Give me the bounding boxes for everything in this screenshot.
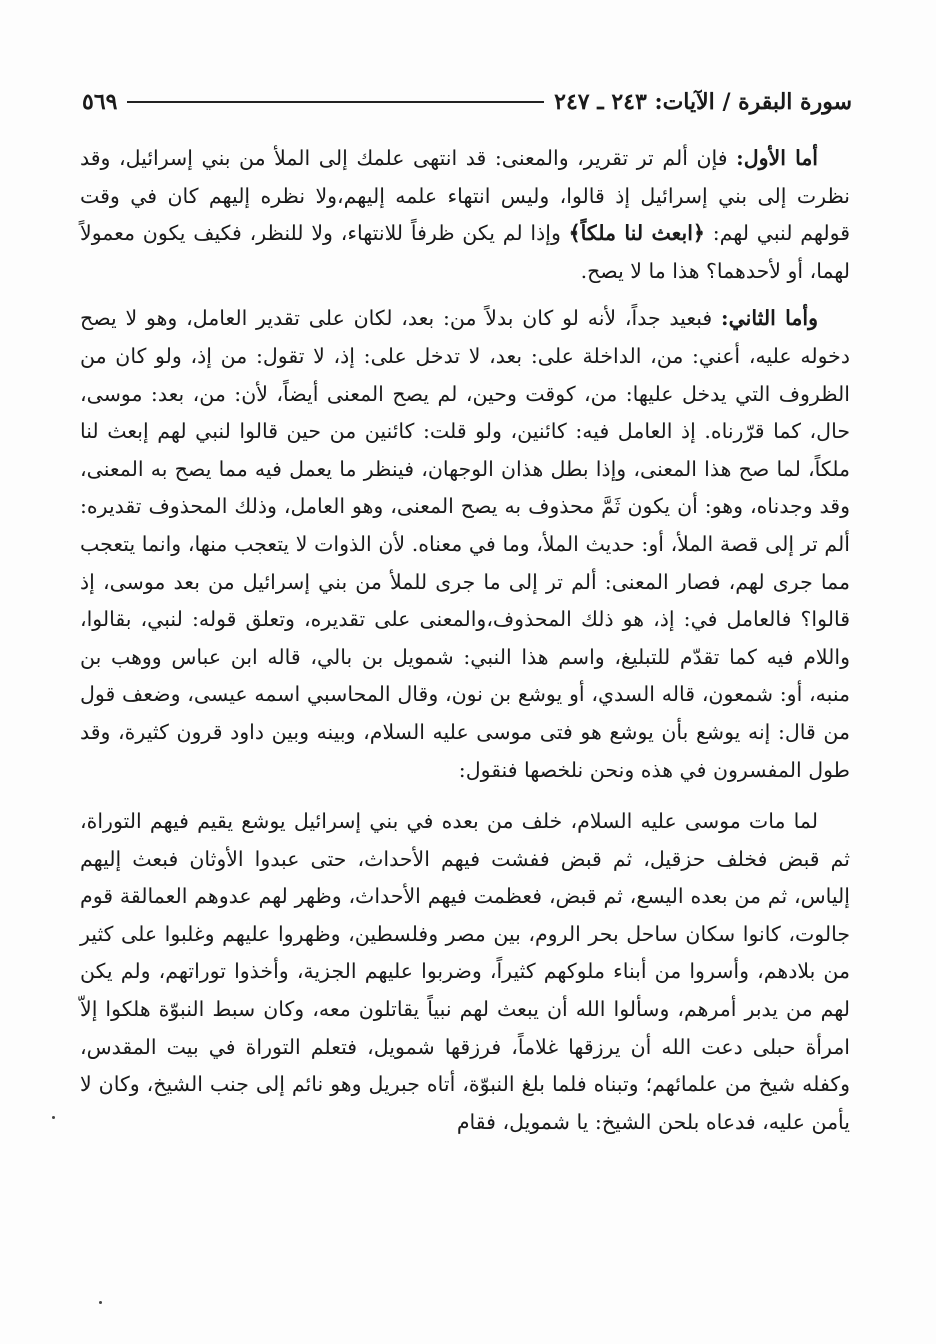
running-header	[82, 82, 852, 122]
paragraph-text: فإن ألم تر تقرير، والمعنى: قد انتهى علمك إلى الملأ من بني إسرائيل، وقد نظرت إلى بني إسرائيل إذ قالوا، وليس انتهاء علمه إليهم،ولا نظره إليهم كان في وقت قولهم لنبي لهم:	[80, 146, 850, 246]
page-number: ٥٦٩	[82, 89, 118, 115]
header-title: سورة البقرة / الآيات: ٢٤٣ ـ ٢٤٧	[554, 89, 852, 115]
paragraph-text: لما مات موسى عليه السلام، خلف من بعده في بني إسرائيل يوشع يقيم فيهم التوراة، ثم قبض فخلف حزقيل، ثم قبض ففشت فيهم الأحداث، حتى عبدوا الأوثان فبعث إليهم إلياس، ثم من بعده اليسع، ثم قبض، فعظمت فيهم الأحداث، وظهر لهم عدوهم العمالقة قوم جالوت، كانوا سكان ساحل بحر الروم، بين مصر وفلسطين، وظهروا عليهم وغلبوا على كثير من بلادهم، وأسروا من أبناء ملوكهم كثيراً، وضربوا عليهم الجزية، وأخذوا توراتهم، ولم يكن لهم من يدبر أمرهم، وسألوا الله أن يبعث لهم نبياً يقاتلون معه، وكان سبط النبوّة هلكوا إلاّ امرأة حبلى دعت الله أن يرزقها غلاماً، فرزقها شمويل، فتعلم التوراة في بيت المقدس، وكفله شيخ من علمائهم؛ وتبناه فلما بلغ النبوّة، أتاه جبريل وهو نائم إلى جنب الشيخ، وكان لا يأمن عليه، فدعاه بلحن الشيخ: يا شمويل، فقام	[80, 809, 850, 1134]
paragraph-text: فبعيد جداً، لأنه لو كان بدلاً من: بعد، لكان على تقدير العامل، وهو لا يصح دخوله عليه، أعني: من، الداخلة على: بعد، لا تدخل على: إذ، لا تقول: من إذ، ولو كان من الظروف التي يدخل عليها: من، كوقت وحين، لم يصح المعنى أيضاً، لأن: من، بعد: موسى، حال، كما قرّرناه. إذ العامل فيه: كائنين، ولو قلت: كائنين من حين قالوا لنبي لهم إبعث لنا ملكاً، لما صح هذا المعنى، وإذا بطل هذان الوجهان، فينظر ما يعمل فيه مما يصح به المعنى، وقد وجدناه، وهو: أن يكون ثَمَّ محذوف به يصح المعنى، وهو العامل، وذلك المحذوف تقديره: ألم تر إلى قصة الملأ، أو: حديث الملأ، وما في معناه. لأن الذوات لا يتعجب منها، وانما يتعجب مما جرى لهم، فصار المعنى: ألم تر إلى ما جرى للملأ من بني إسرائيل من بعد موسى، إذ قالوا؟ فالعامل في: إذ، هو ذلك المحذوف،والمعنى على تقديره، وتعلق قوله: لنبي، بقالوا، واللام فيه كما تقدّم للتبليغ، واسم هذا النبي: شمويل بن بالي، قاله ابن عباس ووهب بن منبه، أو: شمعون، قاله السدي، أو يوشع بن نون، وقال المحاسبي اسمه عيسى، وضعف قول من قال: إنه يوشع بأن يوشع هو فتى موسى عليه السلام، وبينه وبين داود قرون كثيرة، وقد طول المفسرون في هذه ونحن نلخصها فنقول:	[80, 306, 850, 782]
body-text	[80, 140, 850, 1141]
paragraph-third	[80, 803, 850, 1141]
paragraph-lead: أما الأول:	[736, 146, 818, 170]
scan-speck	[99, 1301, 102, 1304]
paragraph-first	[80, 140, 850, 290]
header-rule	[127, 101, 544, 103]
paragraph-text: وإذا لم يكن ظرفاً للانتهاء، ولا للنظر، فكيف يكون معمولاً لهما، أو لأحدهما؟ هذا ما لا يصح.	[80, 221, 850, 283]
paragraph-lead: وأما الثاني:	[721, 306, 818, 331]
scan-speck	[52, 1116, 55, 1119]
paragraph-second	[80, 300, 850, 789]
quran-quote: ﴿ابعث لنا ملكاً﴾	[568, 221, 705, 246]
